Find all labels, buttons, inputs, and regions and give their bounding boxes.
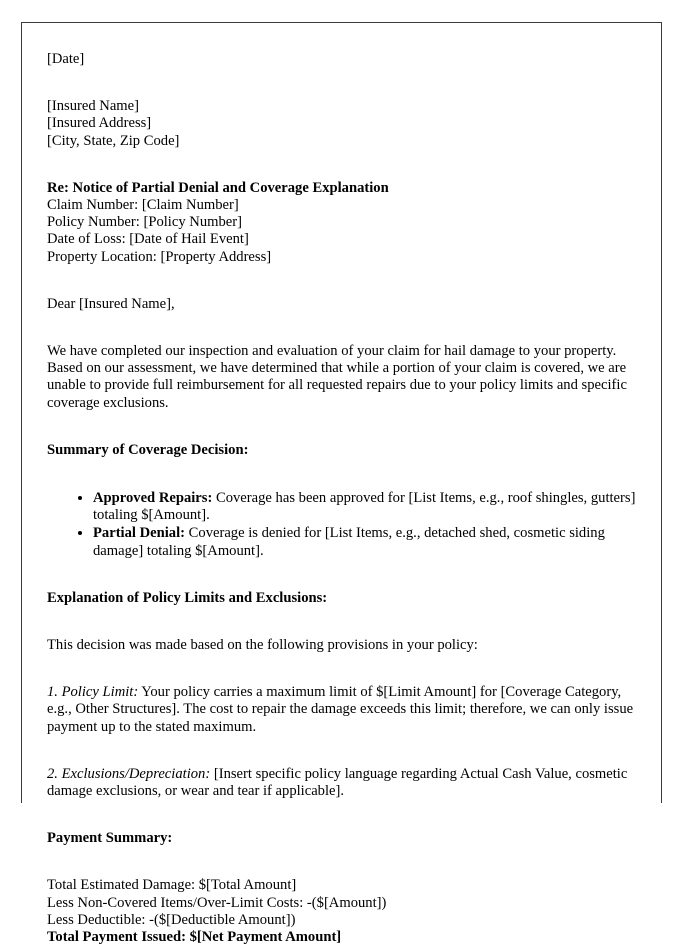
spacer [47, 736, 637, 753]
recipient-name: [Insured Name] [47, 98, 139, 115]
payment-line-non-covered: Less Non-Covered Items/Over-Limit Costs: -($[Amount]) [47, 894, 387, 911]
payment-summary-heading: Payment Summary: [47, 830, 173, 847]
provision-text: [Insert specific policy language regarding Actual Cash Value, cosmetic damage exclusions, or wear and tear if applicable]. [47, 765, 628, 800]
payment-line-total-issued: Total Payment Issued: $[Net Payment Amount] [47, 929, 342, 946]
claim-number: Claim Number: [Claim Number] [47, 197, 239, 214]
spacer [47, 85, 637, 98]
spacer [47, 476, 637, 489]
opening-paragraph: We have completed our inspection and evaluation of your claim for hail damage to your property. Based on our assessment, we have determined that while a portion of your claim is covered, we are unable to provide full reimbursement for all requested repairs due to your policy limits and specific coverage exclusions. [47, 343, 627, 411]
letter-page [21, 22, 662, 946]
summary-list [47, 489, 637, 560]
recipient-address: [Insured Address] [47, 115, 152, 132]
spacer [47, 624, 637, 637]
spacer [47, 847, 637, 864]
spacer [47, 753, 637, 766]
payment-line-total-damage: Total Estimated Damage: $[Total Amount] [47, 877, 297, 894]
spacer [47, 577, 637, 590]
spacer [47, 313, 637, 330]
date-field: [Date] [47, 51, 85, 67]
provision-label: 1. Policy Limit: [47, 684, 139, 701]
spacer [47, 817, 637, 830]
list-item [93, 489, 637, 524]
spacer [47, 266, 637, 283]
spacer [47, 654, 637, 671]
policy-number: Policy Number: [Policy Number] [47, 214, 242, 231]
spacer [47, 283, 637, 296]
provision-policy-limit [47, 684, 637, 736]
salutation: Dear [Insured Name], [47, 295, 175, 312]
summary-heading: Summary of Coverage Decision: [47, 441, 249, 458]
list-item-text: Coverage is denied for [List Items, e.g., detached shed, cosmetic siding damage] totaling $[Amount]. [93, 525, 605, 559]
spacer [47, 864, 637, 877]
list-item-label: Partial Denial: [93, 525, 186, 542]
spacer [47, 459, 637, 476]
spacer [47, 607, 637, 624]
list-item-label: Approved Repairs: [93, 490, 213, 507]
explanation-heading: Explanation of Policy Limits and Exclusions: [47, 589, 328, 606]
property-location: Property Location: [Property Address] [47, 248, 272, 265]
spacer [47, 167, 637, 180]
spacer [47, 150, 637, 167]
spacer [47, 671, 637, 684]
provision-exclusions [47, 766, 637, 800]
list-item [93, 524, 637, 559]
spacer [47, 330, 637, 343]
spacer [47, 429, 637, 442]
list-item-text: Coverage has been approved for [List Items, e.g., roof shingles, gutters] totaling $[Amount]. [93, 490, 636, 524]
spacer [47, 800, 637, 817]
reference-block [47, 180, 637, 266]
letter-content [22, 23, 661, 946]
recipient-city-state-zip: [City, State, Zip Code] [47, 132, 180, 149]
spacer [47, 68, 637, 85]
explanation-intro: This decision was made based on the following provisions in your policy: [47, 637, 478, 654]
provision-text: Your policy carries a maximum limit of $[Limit Amount] for [Coverage Category, e.g., Other Structures]. The cost to repair the damage exceeds this limit; therefore, we can only issue payment up to the stated maximum. [47, 684, 634, 735]
recipient-address-block [47, 98, 637, 150]
subject-line: Re: Notice of Partial Denial and Coverage Explanation [47, 179, 389, 196]
spacer [47, 412, 637, 429]
provision-label: 2. Exclusions/Depreciation: [47, 765, 211, 782]
payment-summary-block [47, 877, 637, 946]
payment-line-deductible: Less Deductible: -($[Deductible Amount]) [47, 911, 296, 928]
spacer [47, 560, 637, 577]
date-of-loss: Date of Loss: [Date of Hail Event] [47, 231, 249, 248]
